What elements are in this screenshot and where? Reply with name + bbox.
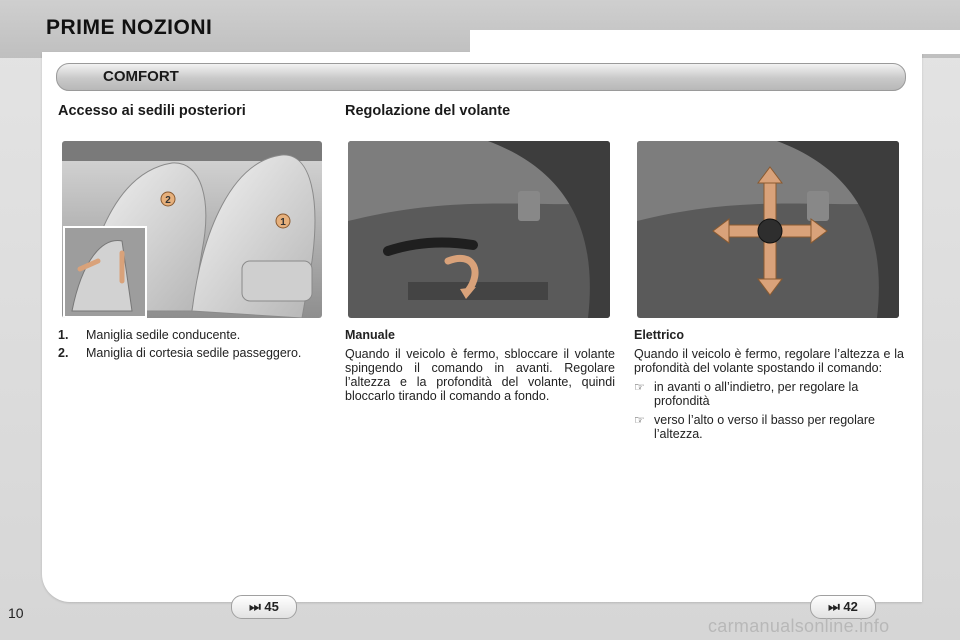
pointing-hand-icon: ☞ (634, 380, 645, 394)
list-item (58, 328, 318, 342)
item-number: 2. (58, 346, 69, 360)
item-number: 1. (58, 328, 69, 342)
manual-heading: Manuale (345, 328, 396, 342)
seat-illustration (62, 141, 322, 318)
item-text: Maniglia sedile conducente. (86, 328, 241, 342)
seats-heading: Accesso ai sedili posteriori (58, 103, 246, 119)
seat-handle-list (58, 328, 318, 364)
section-bar (56, 63, 906, 91)
page-ref-45[interactable]: ⏭ 45 (231, 595, 297, 619)
list-item (58, 346, 318, 360)
manual-adjust-illustration (348, 141, 610, 318)
list-item (634, 380, 904, 408)
item-text: Maniglia di cortesia sedile passeggero. (86, 346, 302, 360)
pointing-hand-icon: ☞ (634, 413, 645, 427)
list-item (634, 413, 904, 441)
manual-body: Quando il veicolo è fermo, sbloccare il volante spingendo il comando in avanti. Regolare l’altezza e la profondità del volante, quindi bloccarlo tirando il comando a fondo. (345, 347, 615, 403)
electric-adjust-illustration (637, 141, 899, 318)
section-label: COMFORT (103, 68, 179, 85)
callout-1: 1 (280, 217, 286, 228)
bullet-text: verso l’alto o verso il basso per regolare l’altezza. (654, 413, 875, 441)
page-number: 10 (8, 605, 24, 621)
callout-2: 2 (165, 195, 171, 206)
page-title: PRIME NOZIONI (46, 16, 213, 39)
manual-section (345, 328, 615, 403)
content-panel (42, 52, 922, 602)
electric-section (634, 328, 904, 441)
page-ref-42[interactable]: ⏭ 42 (810, 595, 876, 619)
bullet-text: in avanti o all’indietro, per regolare la profondità (654, 380, 859, 408)
panel-notch (470, 30, 960, 54)
electric-heading: Elettrico (634, 328, 685, 342)
electric-body: Quando il veicolo è fermo, regolare l’altezza e la profondità del volante spostando il comando: (634, 347, 904, 375)
wheel-heading: Regolazione del volante (345, 103, 511, 119)
watermark: carmanualsonline.info (708, 616, 890, 636)
